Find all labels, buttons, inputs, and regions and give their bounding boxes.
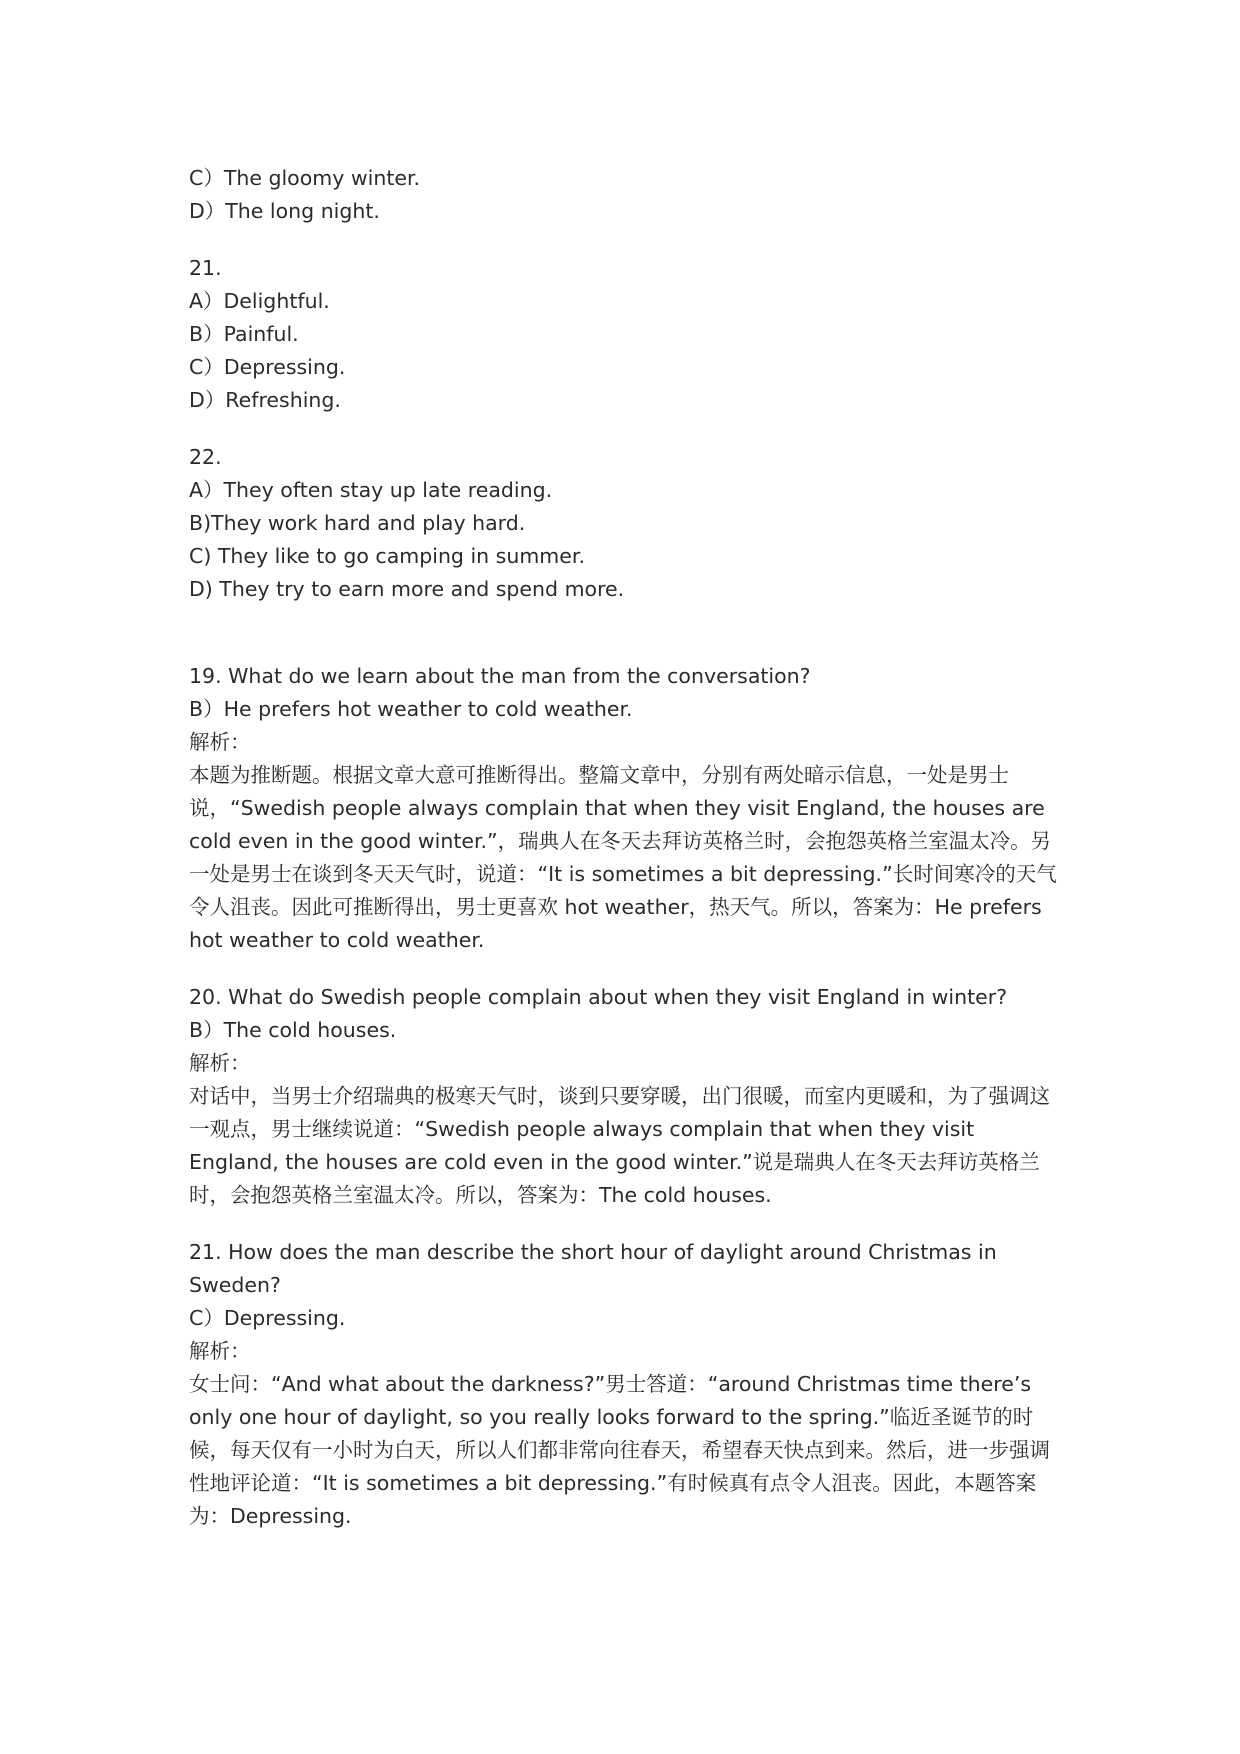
answer-text: B）The cold houses.: [189, 1018, 397, 1042]
analysis-text: 本题为推断题。根据文章大意可推断得出。整篇文章中，分别有两处暗示信息，一处是男士说，“Swedish people always complain that when they visit England, the houses are cold even in the good winter.”，瑞典人在冬天去拜访英格兰时，会抱怨英格兰室温太冷。另一处是男士在谈到冬天天气时，说道：“It is sometimes a bit depressing.”长时间寒冷的天气令人沮丧。因此可推断得出，男士更喜欢 hot weather，热天气。所以，答案为：He prefers hot weather to cold weather.: [189, 763, 1057, 952]
analysis-label: 解析：: [189, 730, 251, 754]
option-a: A）Delightful.: [189, 289, 330, 313]
explanation-19: [189, 660, 1069, 957]
option-d: D) They try to earn more and spend more.: [189, 577, 625, 601]
analysis-text: 对话中，当男士介绍瑞典的极寒天气时，谈到只要穿暖，出门很暖，而室内更暖和，为了强调这一观点，男士继续说道：“Swedish people always complain that when they visit England, the houses are cold even in the good winter.”说是瑞典人在冬天去拜访英格兰时，会抱怨英格兰室温太冷。所以，答案为：The cold houses.: [189, 1084, 1050, 1207]
question-number: 21.: [189, 256, 222, 280]
analysis-text: 女士问：“And what about the darkness?”男士答道：“around Christmas time there’s only one hour of daylight, so you really looks forward to the spring.”临近圣诞节的时候，每天仅有一小时为白天，所以人们都非常向往春天，希望春天快点到来。然后，进一步强调性地评论道：“It is sometimes a bit depressing.”有时候真有点令人沮丧。因此，本题答案为：Depressing.: [189, 1372, 1050, 1528]
option-b: B)They work hard and play hard.: [189, 511, 526, 535]
answer-text: C）Depressing.: [189, 1306, 346, 1330]
option-c: C）Depressing.: [189, 355, 346, 379]
explanation-20: [189, 981, 1069, 1212]
option-b: B）Painful.: [189, 322, 299, 346]
option-a: A）They often stay up late reading.: [189, 478, 553, 502]
question-text: 20. What do Swedish people complain about when they visit England in winter?: [189, 985, 1008, 1009]
question-text: 19. What do we learn about the man from the conversation?: [189, 664, 811, 688]
analysis-label: 解析：: [189, 1339, 251, 1363]
option-d: D）Refreshing.: [189, 388, 341, 412]
question-number: 22.: [189, 445, 222, 469]
question-text: 21. How does the man describe the short hour of daylight around Christmas in Sweden?: [189, 1240, 997, 1297]
options-block-20: [189, 162, 1069, 228]
option-d: D）The long night.: [189, 199, 380, 223]
options-block-22: [189, 441, 1069, 606]
option-c: C）The gloomy winter.: [189, 166, 421, 190]
document-content: [189, 162, 1069, 1533]
option-c: C) They like to go camping in summer.: [189, 544, 585, 568]
analysis-label: 解析：: [189, 1051, 251, 1075]
answer-text: B）He prefers hot weather to cold weather.: [189, 697, 633, 721]
options-block-21: [189, 252, 1069, 417]
explanation-21: [189, 1236, 1069, 1533]
